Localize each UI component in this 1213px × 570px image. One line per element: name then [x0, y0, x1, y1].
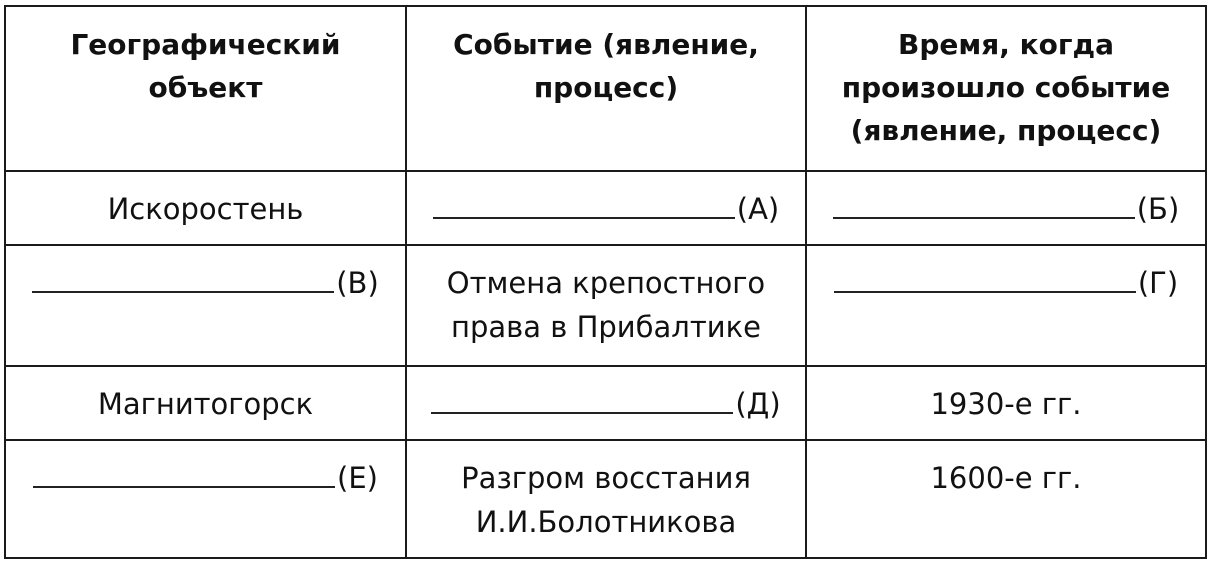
answer-blank[interactable]: [433, 187, 735, 219]
blank-tag: (В): [336, 266, 379, 300]
blank-tag: (Б): [1136, 192, 1180, 226]
cell-text: Отмена крепостного права в Прибалтике: [446, 266, 766, 344]
answer-blank[interactable]: [431, 382, 733, 414]
table-row: [5, 440, 1206, 558]
blank-tag: (А): [736, 192, 780, 226]
cell-time: [806, 245, 1206, 366]
cell-text: 1600-е гг.: [930, 461, 1082, 495]
cell-object: [5, 171, 406, 245]
cell-text: Искоростень: [107, 192, 304, 226]
header-event: Событие (явление, процесс): [406, 6, 806, 171]
cell-object: [5, 366, 406, 440]
cell-time: [806, 440, 1206, 558]
cell-event: [406, 440, 806, 558]
answer-blank[interactable]: [32, 261, 334, 293]
answer-blank[interactable]: [834, 261, 1136, 293]
table-row: [5, 171, 1206, 245]
answer-blank[interactable]: [833, 187, 1135, 219]
header-time: Время, когда произошло событие (явление, процесс): [806, 6, 1206, 171]
cell-text: Разгром восстания И.И.Болотникова: [461, 461, 751, 539]
blank-tag: (Е): [337, 461, 378, 495]
answer-blank[interactable]: [33, 456, 335, 488]
cell-event: [406, 245, 806, 366]
cell-event: [406, 366, 806, 440]
cell-text: Магнитогорск: [97, 387, 314, 421]
table-row: [5, 366, 1206, 440]
header-geographic-object: Географический объект: [5, 6, 406, 171]
cell-time: [806, 366, 1206, 440]
cell-object: [5, 245, 406, 366]
answer-table: [4, 5, 1207, 559]
cell-time: [806, 171, 1206, 245]
cell-event: [406, 171, 806, 245]
table-row: [5, 245, 1206, 366]
blank-tag: (Г): [1137, 266, 1179, 300]
header-row: [5, 6, 1206, 171]
cell-text: 1930-е гг.: [930, 387, 1082, 421]
blank-tag: (Д): [735, 387, 781, 421]
cell-object: [5, 440, 406, 558]
